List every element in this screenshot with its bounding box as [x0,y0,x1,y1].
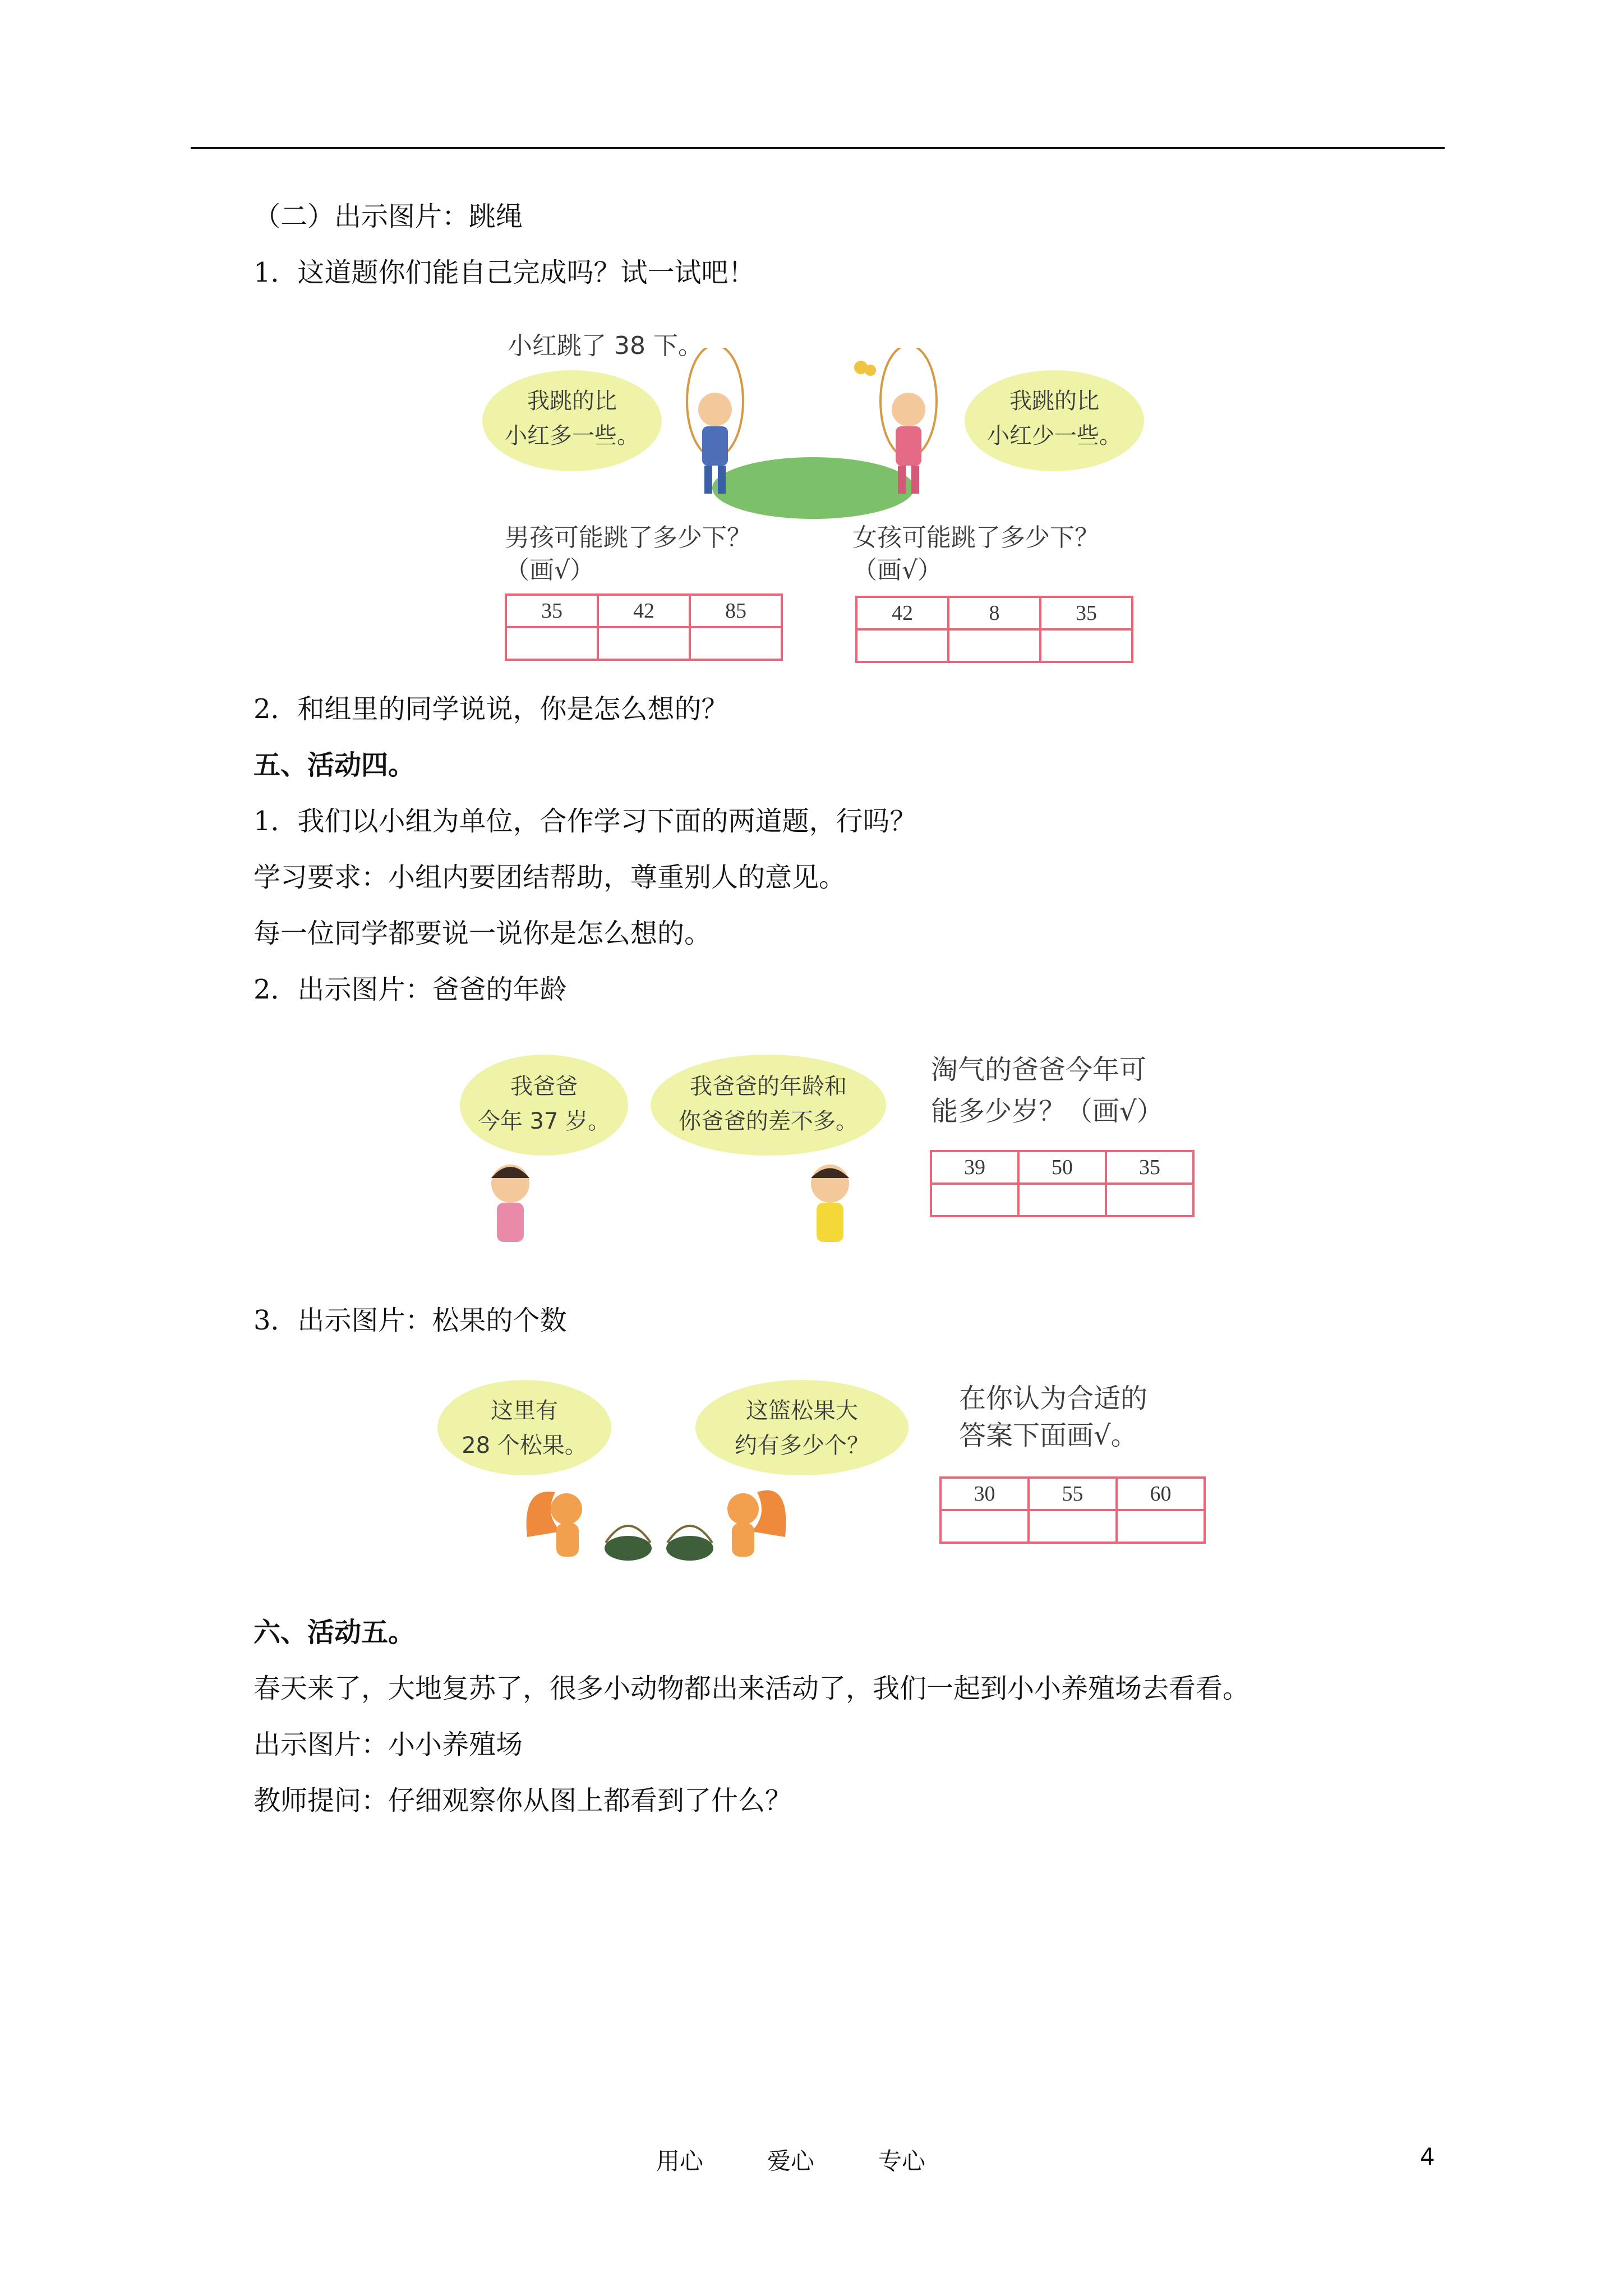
header-rule [191,147,1445,149]
option-cell: 8 [948,597,1040,629]
paragraph: 1．这道题你们能自己完成吗？试一试吧！ [253,257,755,288]
squirrels-illustration [522,1470,880,1582]
figure-jump-rope [482,314,1155,662]
answer-cell[interactable] [948,629,1040,662]
option-cell: 50 [1018,1151,1106,1184]
paragraph: 出示图片：小小养殖场 [253,1729,523,1760]
father-age-answer-table [930,1150,1195,1217]
answer-cell[interactable] [1029,1510,1117,1543]
pinecone-basket-icon [666,1526,713,1561]
children-jumping-illustration [667,348,959,527]
answer-cell[interactable] [1040,629,1132,662]
paragraph: 学习要求：小组内要团结帮助，尊重别人的意见。 [253,862,846,893]
option-cell: 55 [1029,1478,1117,1510]
option-cell: 35 [506,595,598,627]
answer-cell[interactable] [940,1510,1029,1543]
option-cell: 42 [856,597,948,629]
girl-answer-table [855,596,1133,663]
paragraph: 每一位同学都要说一说你是怎么想的。 [253,918,712,949]
section-heading: 六、活动五。 [253,1617,416,1648]
girl-speech-bubble: 我爸爸 今年 37 岁。 [460,1055,628,1156]
squirrel-left [527,1492,582,1557]
footer-motto-3: 专心 [878,2147,926,2175]
figure-pinecones [432,1374,1206,1588]
boy-answer-table [505,593,783,661]
pinecone-answer-table [939,1476,1206,1544]
boy-question: 男孩可能跳了多少下？ （画√） [505,523,751,585]
answer-cell[interactable] [690,627,782,660]
option-cell: 35 [1106,1151,1193,1184]
boy-speech-bubble: 我爸爸的年龄和 你爸爸的差不多。 [651,1055,886,1156]
paragraph: 2．和组里的同学说说，你是怎么想的？ [253,693,728,725]
answer-cell[interactable] [931,1184,1018,1216]
option-cell: 42 [598,595,690,627]
children-illustration [465,1156,914,1268]
figure-caption: 小红跳了 38 下。 [508,332,703,360]
option-cell: 30 [940,1478,1029,1510]
answer-cell[interactable] [506,627,598,660]
paragraph: 3．出示图片：松果的个数 [253,1305,567,1336]
pinecone-basket-icon [605,1526,652,1561]
girl-speech-bubble: 我跳的比 小红少一些。 [965,370,1144,471]
grass-bush [712,457,914,519]
paragraph: 1．我们以小组为单位，合作学习下面的两道题，行吗？ [253,806,917,837]
paragraph: 春天来了，大地复苏了，很多小动物都出来活动了，我们一起到小小养殖场去看看。 [253,1673,1250,1704]
paragraph: 教师提问：仔细观察你从图上都看到了什么？ [253,1785,792,1816]
squirrel-right [727,1490,786,1557]
butterfly-icon [854,361,876,376]
figure-father-age [454,1043,1195,1268]
answer-cell[interactable] [598,627,690,660]
father-age-question: 淘气的爸爸今年可 能多少岁？（画√） [931,1054,1164,1127]
footer-motto-2: 爱心 [767,2147,815,2175]
paragraph: 2．出示图片：爸爸的年龄 [253,974,567,1005]
option-cell: 35 [1040,597,1132,629]
section-title: （二）出示图片：跳绳 [253,201,523,232]
option-cell: 39 [931,1151,1018,1184]
answer-cell[interactable] [1117,1510,1205,1543]
girl-figure [491,1165,529,1242]
option-cell: 85 [690,595,782,627]
boy-speech-bubble: 我跳的比 小红多一些。 [482,370,662,471]
answer-cell[interactable] [1106,1184,1193,1216]
option-cell: 60 [1117,1478,1205,1510]
answer-cell[interactable] [1018,1184,1106,1216]
section-heading: 五、活动四。 [253,749,416,781]
right-speech-bubble: 这篮松果大 约有多少个？ [695,1380,909,1475]
page-number: 4 [1420,2143,1435,2170]
footer-motto-1: 用心 [656,2147,704,2175]
girl-question: 女孩可能跳了多少下？ （画√） [852,523,1099,585]
boy-figure [811,1165,849,1242]
pinecone-question: 在你认为合适的 答案下面画√。 [959,1383,1148,1451]
left-speech-bubble: 这里有 28 个松果。 [437,1380,611,1475]
answer-cell[interactable] [856,629,948,662]
